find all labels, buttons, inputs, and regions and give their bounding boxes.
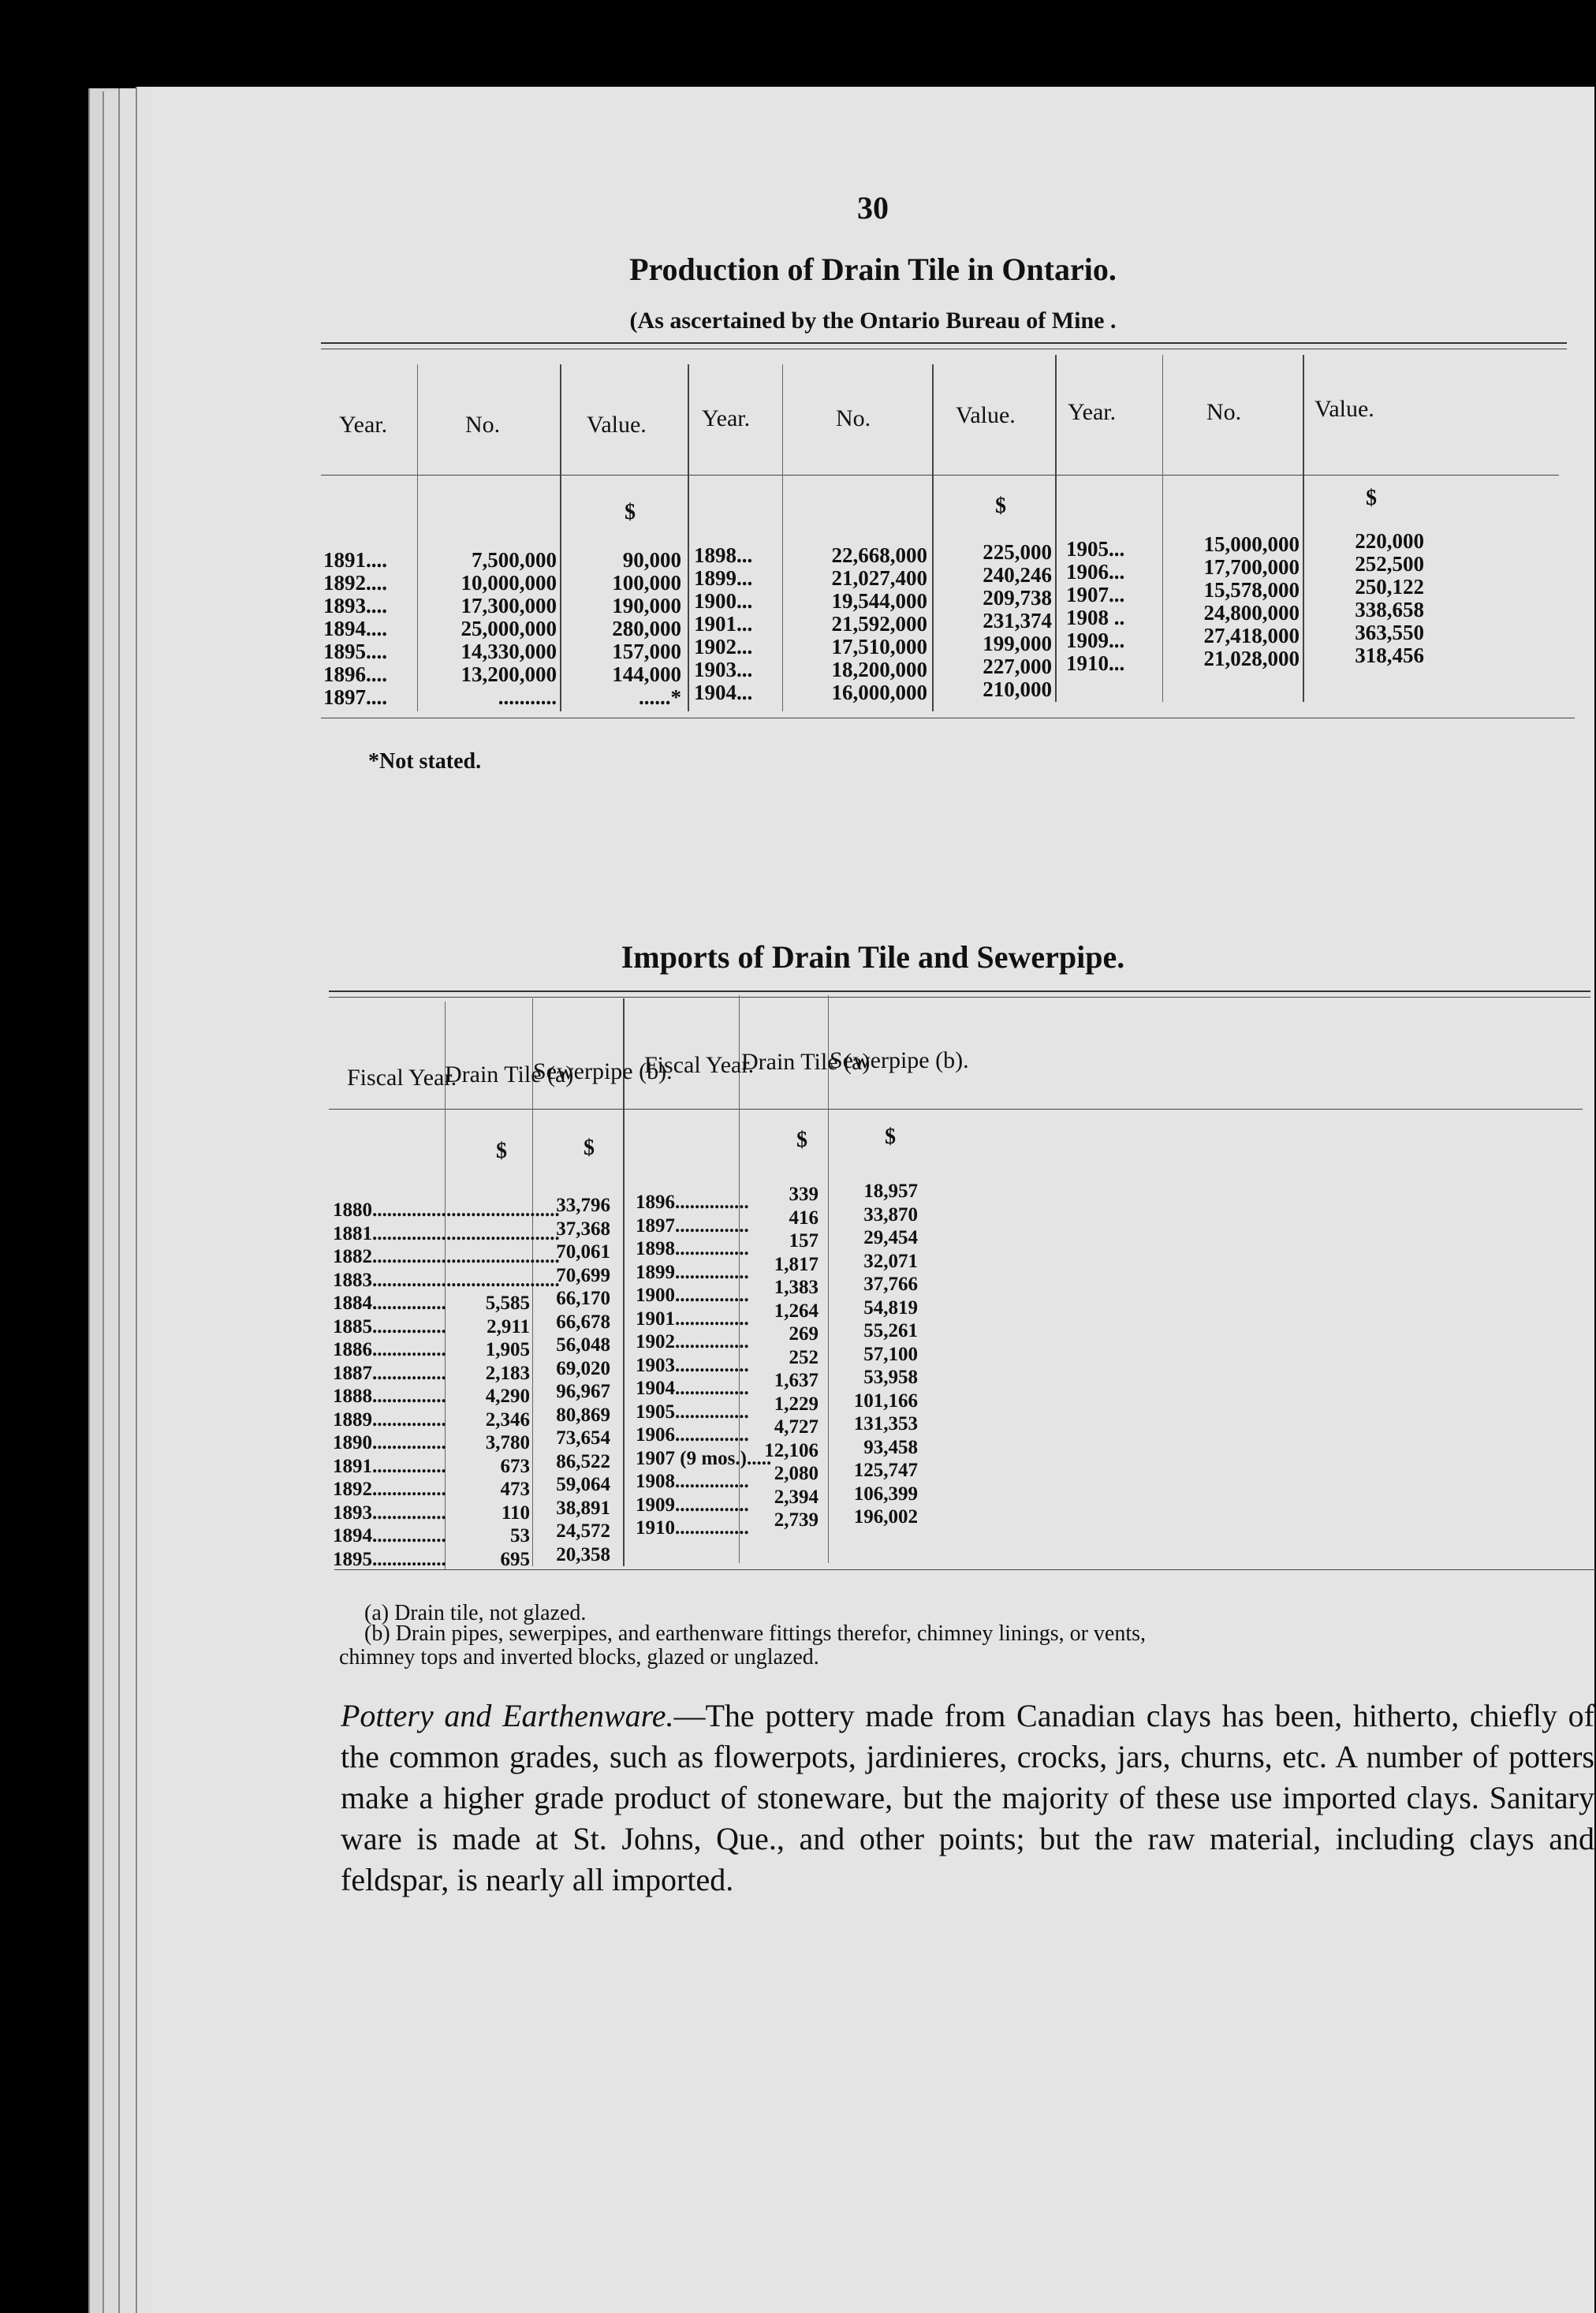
currency-symbol: $	[885, 1125, 896, 1149]
table1-header-no: No.	[836, 405, 871, 431]
table1-values-col1: 90,000 100,000 190,000 280,000 157,000 144,000 ......*	[612, 548, 681, 709]
footnote-a: (a) Drain tile, not glazed.	[364, 1601, 587, 1625]
table2-drain-right: 339 416 157 1,817 1,383 1,264 269 252 1,637 1,229 4,727 12,106 2,080 2,394 2,739	[764, 1184, 819, 1531]
table1-years-col3: 1905... 1906... 1907... 1908 .. 1909... 1910...	[1066, 537, 1125, 675]
table1-years-col2: 1898... 1899... 1900... 1901... 1902... 1903... 1904...	[694, 543, 753, 704]
currency-symbol: $	[796, 1128, 807, 1152]
table1-title: Production of Drain Tile in Ontario.	[629, 252, 1117, 287]
currency-symbol: $	[1366, 486, 1377, 510]
table2-drain-left: ....................... ....................... ....................... ....................... 5,585 2,911 1,905 2,183 4,290 2,346 3,780 673 473 110 53 695	[446, 1199, 560, 1570]
table1-header-value: Value.	[1314, 396, 1374, 422]
table1-col-divider	[688, 364, 689, 711]
paragraph-heading: Pottery and Earthenware.	[341, 1698, 674, 1733]
table2-sewer-left: 33,796 37,368 70,061 70,699 66,170 66,678 56,048 69,020 96,967 80,869 73,654 86,522 59,064 38,891 24,572 20,358	[556, 1195, 610, 1565]
table1-header-year: Year.	[1068, 399, 1117, 425]
table1-header-value: Value.	[587, 412, 647, 438]
table1-header-year: Year.	[702, 405, 751, 431]
table1-col-divider	[1055, 355, 1057, 702]
table1-col-divider	[560, 364, 561, 711]
table2-header-rule	[329, 1109, 1583, 1110]
table2-header-drain-tile: Drain Tile (a)	[445, 1061, 574, 1087]
table2-header-sewerpipe: Sewerpipe (b).	[533, 1058, 673, 1084]
page	[151, 87, 1594, 2313]
table1-header-rule	[321, 475, 1559, 476]
table1-values-col2: 225,000 240,246 209,738 231,374 199,000 227,000 210,000	[983, 540, 1052, 701]
table2-col-divider	[828, 995, 829, 1563]
footnote-b: (b) Drain pipes, sewerpipes, and earthenware fittings therefor, chimney linings, or vents,	[364, 1621, 1147, 1646]
table1-years-col1: 1891.... 1892.... 1893.... 1894.... 1895.... 1896.... 1897....	[323, 548, 387, 709]
table2-header-fiscal-year: Fiscal Year.	[644, 1052, 755, 1078]
table2-top-rule-2	[329, 997, 1590, 998]
table1-top-rule	[321, 342, 1567, 344]
table2-header-sewerpipe: Sewerpipe (b).	[830, 1047, 969, 1073]
table1-header-year: Year.	[339, 412, 388, 438]
currency-symbol: $	[995, 494, 1006, 518]
table2-top-rule	[329, 990, 1590, 992]
body-paragraph	[341, 1696, 1594, 1901]
table1-header-value: Value.	[956, 402, 1016, 428]
table2-years-left: 1880............... 1881............... 1882............... 1883............... 1884............... 1885............... 1886............... 1887............... 1888............... 1889............... 1890............... 1891............... 1892............... 1893............... 1894............... 1895...............	[333, 1199, 446, 1570]
table2-title: Imports of Drain Tile and Sewerpipe.	[621, 939, 1125, 975]
table2-header-drain-tile: Drain Tile (a)	[741, 1049, 871, 1075]
table2-header-fiscal-year: Fiscal Year.	[347, 1065, 457, 1091]
page-number: 30	[857, 190, 889, 226]
table1-header-no: No.	[1206, 399, 1242, 425]
table1-values-col3: 220,000 252,500 250,122 338,658 363,550 318,456	[1355, 529, 1424, 667]
currency-symbol: $	[625, 500, 636, 524]
footnote-b-continued: chimney tops and inverted blocks, glazed or unglazed.	[339, 1645, 819, 1669]
table1-nos-col2: 22,668,000 21,027,400 19,544,000 21,592,000 17,510,000 18,200,000 16,000,000	[831, 543, 927, 704]
table2-years-right: 1896............... 1897............... 1898............... 1899............... 1900............... 1901............... 1902............... 1903............... 1904............... 1905............... 1906............... 1907 (9 mos.)..... 1908............... 1909............... 1910...............	[636, 1192, 772, 1539]
table1-col-divider	[1162, 355, 1163, 702]
currency-symbol: $	[584, 1136, 595, 1160]
currency-symbol: $	[496, 1139, 507, 1163]
table1-nos-col3: 15,000,000 17,700,000 15,578,000 24,800,000 27,418,000 21,028,000	[1203, 532, 1300, 670]
table1-note: *Not stated.	[368, 749, 482, 774]
table1-header-no: No.	[465, 412, 501, 438]
table2-sewer-right: 18,957 33,870 29,454 32,071 37,766 54,819 55,261 57,100 53,958 101,166 131,353 93,458 125,747 106,399 196,002	[853, 1181, 918, 1528]
table1-subtitle: (As ascertained by the Ontario Bureau of Mine .	[629, 308, 1117, 334]
paragraph-text: —The pottery made from Canadian clays has been, hitherto, chiefly of the common grades, such as flowerpots, jardinieres, crocks, jars, churns, etc. A number of potters make a higher grade product of stoneware, but the majority of these use imported clays. Sanitary ware is made at St. Johns, Que., and other points; but the raw material, including clays and feldspar, is nearly all imported.	[341, 1698, 1594, 1897]
table1-nos-col1: 7,500,000 10,000,000 17,300,000 25,000,000 14,330,000 13,200,000 ...........	[461, 548, 557, 709]
